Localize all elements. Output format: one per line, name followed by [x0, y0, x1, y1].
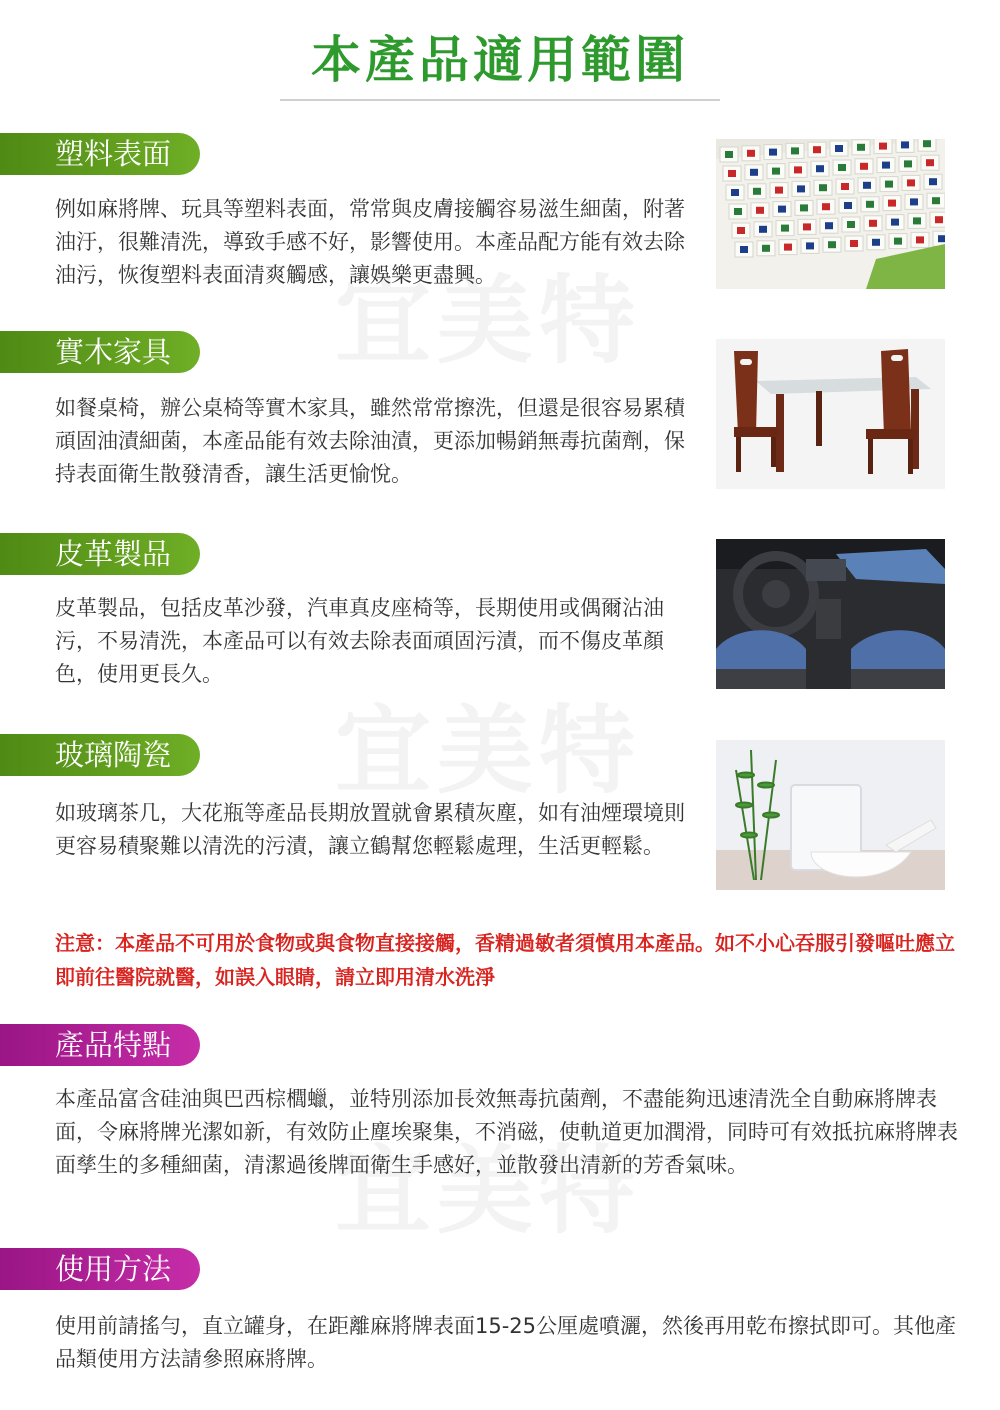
- section-tag-usage: 使用方法: [0, 1248, 200, 1290]
- mahjong-tiles-photo: [716, 139, 945, 289]
- title-divider: [280, 99, 720, 101]
- section-tag-features: 產品特點: [0, 1024, 200, 1066]
- usage-text: 使用前請搖勻，直立罐身，在距離麻將牌表面15-25公厘處噴灑，然後再用乾布擦拭即可。其他產品類使用方法請參照麻將牌。: [55, 1314, 957, 1371]
- ceramic-glass-photo: [716, 740, 945, 890]
- section-tag-glass: 玻璃陶瓷: [0, 734, 200, 776]
- section-text-wood: 如餐桌椅，辦公桌椅等實木家具，雖然常常擦洗，但還是很容易累積頑固油漬細菌，本產品能有效去除油漬，更添加暢銷無毒抗菌劑，保持表面衛生散發清香，讓生活更愉悅。: [55, 396, 685, 486]
- watermark: [335, 675, 641, 812]
- warning-notice: 注意：本產品不可用於食物或與食物直接接觸，香精過敏者須慎用本產品。如不小心吞服引發嘔吐應立即前往醫院就醫，如誤入眼睛，請立即用清水洗淨: [55, 931, 955, 989]
- section-tag-plastic: 塑料表面: [0, 133, 200, 175]
- section-tag-wood: 實木家具: [0, 331, 200, 373]
- car-interior-photo: [716, 539, 945, 689]
- section-text-plastic: 例如麻將牌、玩具等塑料表面，常常與皮膚接觸容易滋生細菌，附著油汙，很難清洗，導致手感不好，影響使用。本產品配方能有效去除油污，恢復塑料表面清爽觸感，讓娛樂更盡興。: [55, 197, 685, 287]
- section-tag-leather: 皮革製品: [0, 533, 200, 575]
- dining-table-photo: [716, 339, 945, 489]
- section-text-glass: 如玻璃茶几，大花瓶等產品長期放置就會累積灰塵，如有油煙環境則更容易積聚難以清洗的污漬，讓立鶴幫您輕鬆處理，生活更輕鬆。: [55, 801, 685, 858]
- features-text: 本產品富含硅油與巴西棕櫚蠟，並特別添加長效無毒抗菌劑，不盡能夠迅速清洗全自動麻將牌表面，令麻將牌光潔如新，有效防止塵埃聚集，不消磁，使軌道更加潤滑，同時可有效抵抗麻將牌表面孳生的多種細菌，清潔過後牌面衛生手感好，並散發出清新的芳香氣味。: [55, 1087, 958, 1177]
- section-text-leather: 皮革製品，包括皮革沙發，汽車真皮座椅等，長期使用或偶爾沾油污，不易清洗，本產品可以有效去除表面頑固污漬，而不傷皮革顏色，使用更長久。: [55, 596, 664, 686]
- page-title: 本產品適用範圍: [311, 31, 689, 89]
